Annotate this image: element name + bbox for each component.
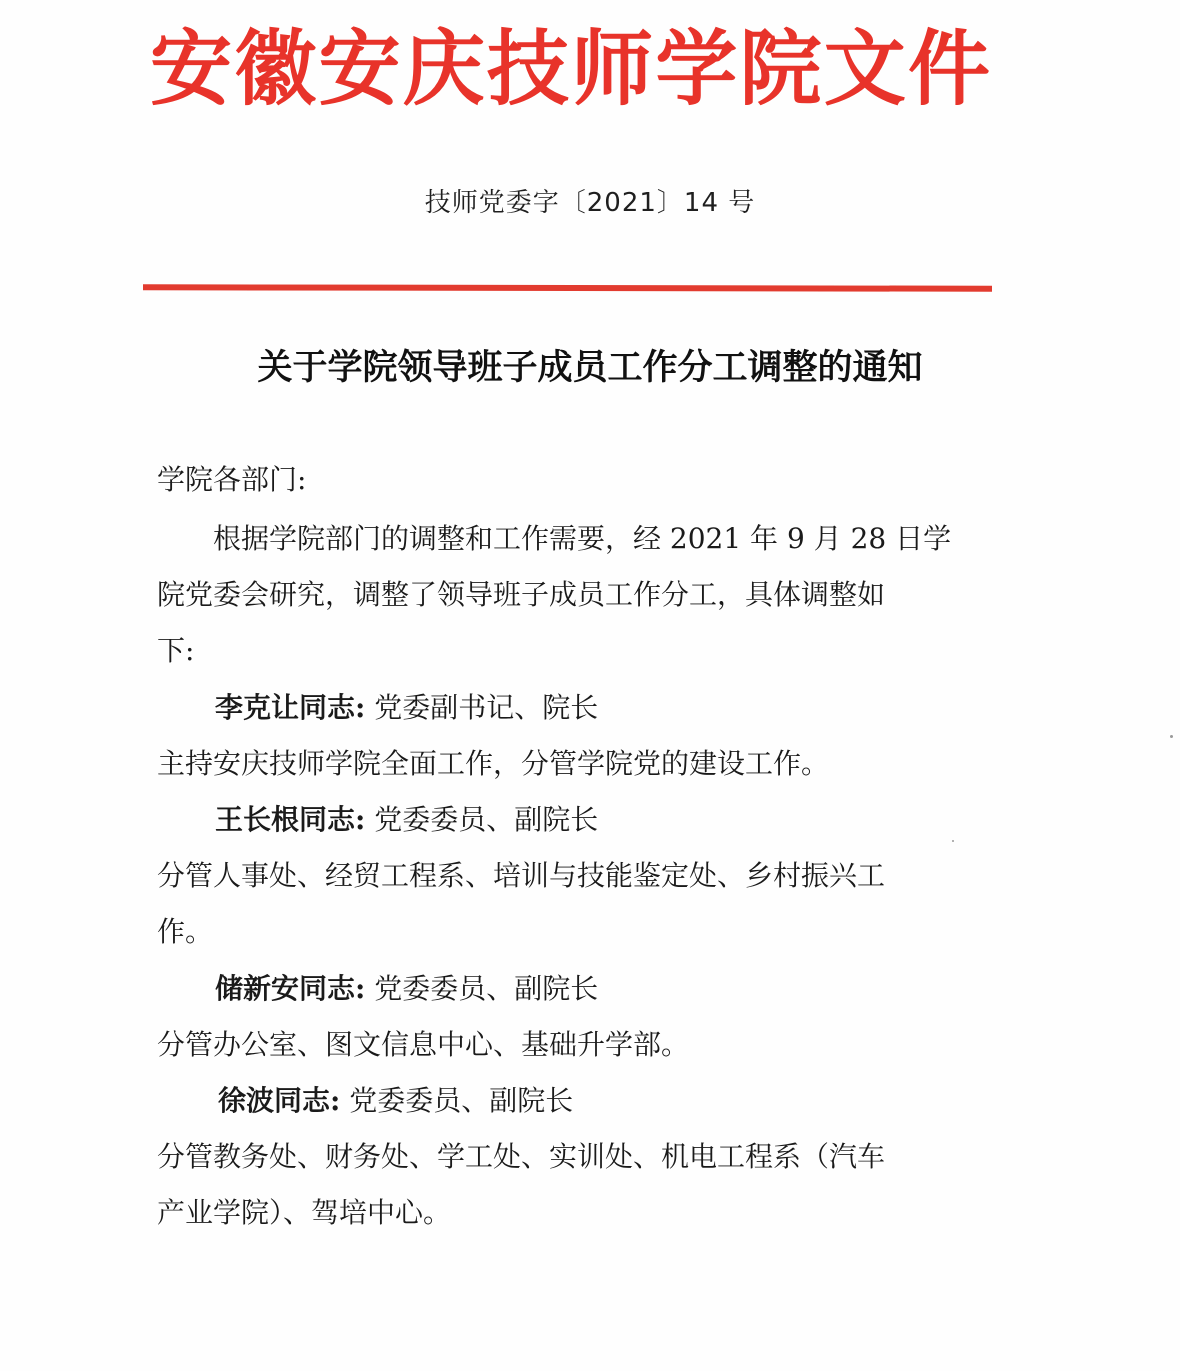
leader-duties: 分管教务处、财务处、学工处、实训处、机电工程系（汽车	[157, 1140, 886, 1173]
leader-role: 党委副书记、院长	[365, 691, 599, 724]
red-divider-line	[143, 284, 992, 291]
leader-name: 徐波同志:	[218, 1084, 341, 1117]
salutation: 学院各部门:	[157, 463, 307, 496]
leader-duties: 主持安庆技师学院全面工作，分管学院党的建设工作。	[157, 747, 830, 780]
intro-line: 根据学院部门的调整和工作需要，经 2021 年 9 月 28 日学	[157, 522, 952, 555]
masthead-char: 文	[823, 21, 906, 117]
scan-speck	[1170, 735, 1173, 738]
leader-duties: 作。	[157, 915, 214, 948]
intro-line: 下:	[157, 634, 195, 667]
masthead-char: 师	[571, 21, 654, 117]
leader-heading	[215, 961, 1045, 1017]
masthead-char: 庆	[402, 21, 485, 117]
masthead	[150, 14, 990, 124]
masthead-char: 安	[318, 21, 401, 117]
leader-name: 李克让同志:	[215, 691, 366, 724]
leader-duties: 产业学院）、驾培中心。	[157, 1196, 452, 1229]
document-title: 关于学院领导班子成员工作分工调整的通知	[257, 347, 923, 388]
leader-duties: 分管办公室、图文信息中心、基础升学部。	[157, 1028, 690, 1061]
masthead-char: 安	[150, 21, 233, 117]
leader-role: 党委委员、副院长	[365, 803, 599, 836]
leader-name: 王长根同志:	[215, 803, 366, 836]
leader-heading	[215, 680, 1045, 736]
leader-role: 党委委员、副院长	[365, 972, 599, 1005]
masthead-char: 院	[739, 21, 822, 117]
leader-duties: 分管人事处、经贸工程系、培训与技能鉴定处、乡村振兴工	[157, 859, 886, 892]
intro-line: 院党委会研究，调整了领导班子成员工作分工，具体调整如	[157, 578, 886, 611]
masthead-char: 件	[907, 21, 990, 117]
scan-speck	[952, 840, 954, 842]
masthead-char: 技	[486, 21, 569, 117]
masthead-char: 学	[655, 21, 738, 117]
leader-role: 党委委员、副院长	[340, 1084, 574, 1117]
leader-name: 储新安同志:	[215, 972, 366, 1005]
document-number: 技师党委字〔2021〕14 号	[424, 188, 756, 218]
leader-heading	[215, 792, 1045, 848]
masthead-char: 徽	[234, 21, 317, 117]
leader-heading	[218, 1073, 1048, 1129]
